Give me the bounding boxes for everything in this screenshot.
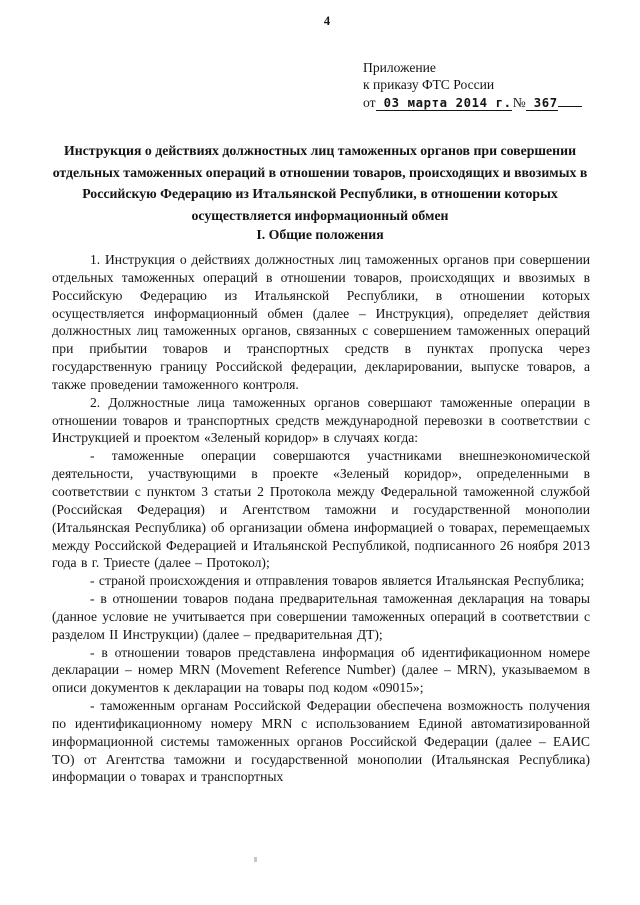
bullet-green-corridor-participants: - таможенные операции совершаются участниками внешнеэкономической деятельности, участвующими в проекте «Зеленый коридор», определенными в соответствии с пунктом 3 статьи 2 Протокола между Федеральной таможенной службой (Российская Федерация) и Агентством таможни и государственной монополии (Итальянская Республика) об организации обмена информацией о товарах, перемещаемых между Российской Федерацией и Итальянской Республикой, подписанного 26 ноября 2013 года в г. Триесте (далее – Протокол); xyxy=(52,448,590,571)
bullet-eais-access: - таможенным органам Российской Федерации обеспечена возможность получения по идентификационному номеру MRN с использованием Единой автоматизированной информационной системы таможенных органов Российской Федерации (далее – ЕАИС ТО) от Агентства таможни и государственной монополии (Итальянская Республика) информации о товарах и транспортных xyxy=(52,698,590,785)
document-title: Инструкция о действиях должностных лиц таможенных органов при совершении отдельных таможенных операций в отношении товаров, происходящих и ввозимых в Российскую Федерацию из Итальянской Республики, в отношении которых осуществляется информационный обмен xyxy=(52,143,588,223)
page-number: 4 xyxy=(323,14,331,28)
section-heading: I. Общие положения xyxy=(256,227,384,242)
bullet-country-of-origin: - страной происхождения и отправления товаров является Итальянская Республика; xyxy=(90,573,585,589)
order-number-sign: № xyxy=(512,94,526,110)
appendix-line-3 xyxy=(363,94,582,112)
appendix-header-block xyxy=(363,59,582,112)
order-date-value: 03 марта 2014 г. xyxy=(376,96,512,111)
scan-artifact-dot xyxy=(254,857,257,862)
paragraph-1: 1. Инструкция о действиях должностных лиц таможенных органов при совершении отдельных таможенных операций в отношении товаров, происходящих и ввозимых в Российскую Федерацию из Итальянской Республики, в отношении которых осуществляется информационный обмен (далее – Инструкция), определяет действия должностных лиц таможенных органов, связанных с совершением таможенных операций при прибытии товаров и транспортных средств в пунктах пропуска через государственную границу Российской федерации, декларировании, выпуске товаров, а также проведении таможенного контроля. xyxy=(52,252,590,392)
appendix-line-1: Приложение xyxy=(363,60,436,75)
bullet-mrn-number: - в отношении товаров представлена информация об идентификационном номере декларации – номер MRN (Movement Reference Number) (далее – MRN), указываемом в описи документов к декларации на товары под кодом «09015»; xyxy=(52,644,590,696)
paragraph-2: 2. Должностные лица таможенных органов совершают таможенные операции в отношении товаров и транспортных средств международной перевозки в соответствии с Инструкцией и проектом «Зеленый коридор» в случаях когда: xyxy=(52,394,590,446)
document-body xyxy=(52,251,590,786)
order-number-value: 367 xyxy=(526,96,558,111)
order-date-prefix: от xyxy=(363,94,376,110)
blank-underline xyxy=(558,106,582,107)
bullet-preliminary-declaration: - в отношении товаров подана предварительная таможенная декларация на товары (данное условие не учитывается при совершении таможенных операций в соответствии с разделом II Инструкции) (далее – предварительная ДТ); xyxy=(52,591,590,642)
appendix-line-2: к приказу ФТС России xyxy=(363,77,495,93)
